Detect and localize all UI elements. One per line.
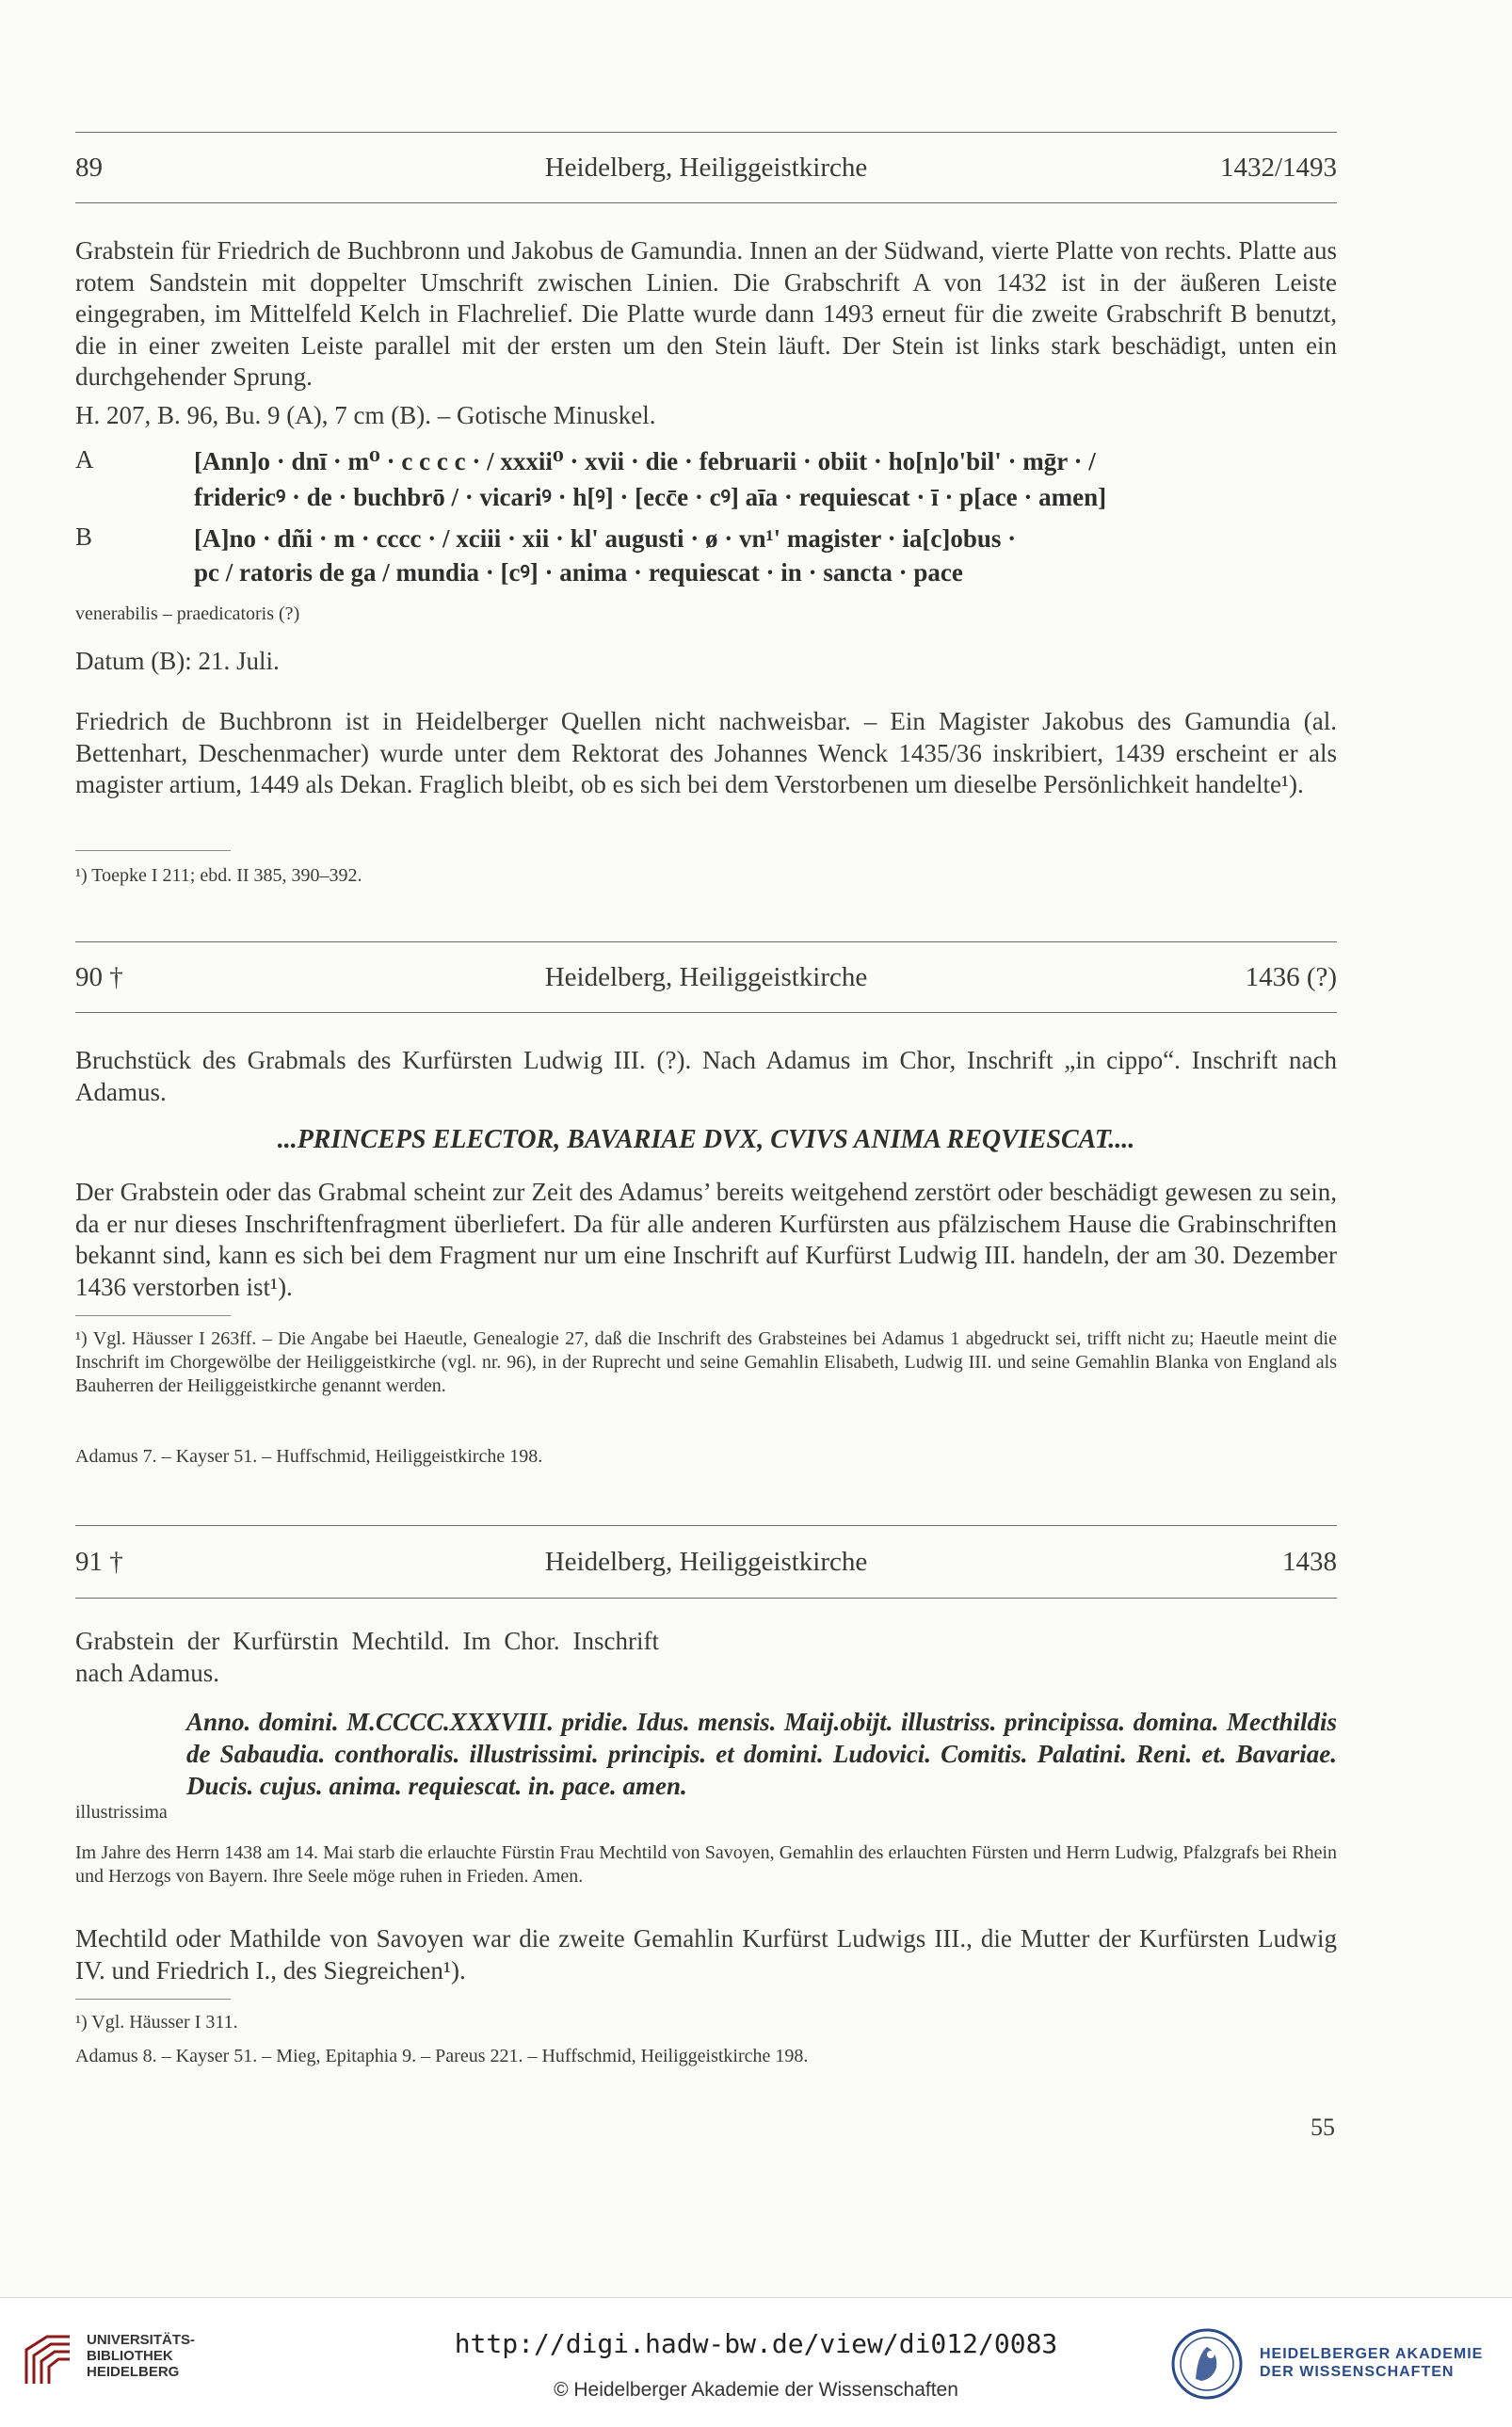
entry-header-89: [75, 153, 1337, 190]
entry-number: 89: [75, 153, 103, 183]
critical-apparatus: illustrissima: [75, 1802, 168, 1823]
inscription-a-line-2: fridericꝰ · de · buchbrō / · vicariꝰ · h[ꝰ] · [ecc̄e · cꝰ] aīa · requiescat · ī · p[ace · amen]: [194, 483, 1107, 511]
entry-header-91: [75, 1547, 1337, 1584]
entry-commentary: Friedrich de Buchbronn ist in Heidelberger Quellen nicht nachweisbar. – Ein Magister Jakobus des Gamundia (al. Bettenhart, Deschenmacher) wurde unter dem Rektorat des Johannes Wenck 1435/36 inskribiert, 1439 erscheint er als magister artium, 1449 als Dekan. Fraglich bleibt, ob es sich bei dem Verstorbenen um dieselbe Persönlichkeit handelte¹).: [75, 707, 1337, 798]
entry-place: Heidelberg, Heiliggeistkirche: [544, 962, 868, 992]
inscription-label-b: B: [75, 522, 93, 551]
university-library-name: UNIVERSITÄTS- BIBLIOTHEK HEIDELBERG: [87, 2332, 196, 2380]
transmitted-inscription: Anno. domini. M.CCCC.XXXVIII. pridie. Idus. mensis. Maij.obijt. illustriss. principissa. domina. Mecthildis de Sabaudia. conthoralis. illustrissimi. principis. et domini. Ludovici. Comitis. Palatini. Reni. et. Bavariae. Ducis. cujus. anima. requiescat. in. pace. amen.: [186, 1708, 1337, 1800]
entry-date: 1438: [1282, 1547, 1337, 1577]
footnote-rule: [75, 1315, 231, 1316]
entry-description: Grabstein für Friedrich de Buchbronn und Jakobus de Gamundia. Innen an der Südwand, vierte Platte von rechts. Platte aus rotem Sandstein mit doppelter Umschrift zwischen Linien. Die Grabschrift A von 1432 ist in der äußeren Leiste eingegraben, im Mittelfeld Kelch in Flachrelief. Die Platte wurde dann 1493 erneut für die zweite Grabschrift B benutzt, die in einer zweiten Leiste parallel mit der ersten um den Stein läuft. Der Stein ist links stark beschädigt, unten ein durchgehender Sprung.: [75, 236, 1337, 391]
footnote: ¹) Vgl. Häusser I 311.: [75, 2012, 238, 2033]
inscription-b-line-1: [A]no · dñi · m · cccc · / xciii · xii · kl' augusti · ø · vn¹' magister · ia[c]obus ·: [194, 524, 1017, 553]
entry-number: 90 †: [75, 962, 123, 992]
sources: Adamus 7. – Kayser 51. – Huffschmid, Heiliggeistkirche 198.: [75, 1446, 543, 1467]
page-number: 55: [1311, 2114, 1335, 2141]
transmitted-inscription: ...PRINCEPS ELECTOR, BAVARIAE DVX, CVIVS ANIMA REQVIESCAT....: [277, 1125, 1135, 1154]
header-rule-top: [75, 941, 1337, 942]
inscription-label-a: A: [75, 445, 94, 474]
header-rule-top: [75, 1525, 1337, 1526]
inscription-b-line-2: pc / ratoris de ga / mundia · [cꝰ] · anima · requiescat · in · sancta · pace: [194, 558, 963, 587]
entry-number: 91 †: [75, 1547, 123, 1577]
academy-seal-icon: [1169, 2326, 1245, 2402]
footnote: ¹) Vgl. Häusser I 263ff. – Die Angabe bei Haeutle, Genealogie 27, daß die Inschrift des Grabsteines bei Adamus 1 abgedruckt sei, trifft nicht zu; Haeutle meint die Inschrift im Chorgewölbe der Heiliggeistkirche (vgl. nr. 96), in der Ruprecht und seine Gemahlin Elisabeth, Ludwig III. und seine Gemahlin Blanka von England als Bauherren der Heiliggeistkirche genannt werden.: [75, 1328, 1337, 1396]
footnote: ¹) Toepke I 211; ebd. II 385, 390–392.: [75, 865, 362, 886]
entry-dimensions: H. 207, B. 96, Bu. 9 (A), 7 cm (B). – Gotische Minuskel.: [75, 401, 656, 429]
inscription-a-line-1: [Ann]o · dnī · m⁰ · c c c c · / xxxii⁰ · xvii · die · februarii · obiit · ho[n]o'bil' · mḡr · /: [194, 447, 1096, 475]
critical-apparatus: venerabilis – praedicatoris (?): [75, 603, 300, 624]
header-rule-top: [75, 132, 1337, 133]
viewer-footer: [0, 2297, 1512, 2427]
sources: Adamus 8. – Kayser 51. – Mieg, Epitaphia 9. – Pareus 221. – Huffschmid, Heiliggeistkirche 198.: [75, 2046, 809, 2066]
entry-commentary: Mechtild oder Mathilde von Savoyen war die zweite Gemahlin Kurfürst Ludwigs III., die Mutter der Kurfürsten Ludwig IV. und Friedrich I., des Siegreichen¹).: [75, 1924, 1337, 1985]
header-rule-bottom: [75, 1598, 1337, 1599]
entry-description: Grabstein der Kurfürstin Mechtild. Im Chor. Inschrift nach Adamus.: [75, 1627, 659, 1687]
footnote-rule: [75, 850, 231, 851]
entry-place: Heidelberg, Heiliggeistkirche: [544, 1547, 868, 1577]
permalink-url[interactable]: http://digi.hadw-bw.de/view/di012/0083: [454, 2328, 1058, 2359]
entry-description: Bruchstück des Grabmals des Kurfürsten Ludwig III. (?). Nach Adamus im Chor, Inschrift „in cippo“. Inschrift nach Adamus.: [75, 1046, 1337, 1106]
header-rule-bottom: [75, 1012, 1337, 1013]
entry-commentary: Der Grabstein oder das Grabmal scheint zur Zeit des Adamus’ bereits weitgehend zerstört oder beschädigt gewesen zu sein, da er nur dieses Inschriftenfragment überliefert. Da für alle anderen Kurfürsten aus pfälzischem Hause die Grabinschriften bekannt sind, kann es sich bei dem Fragment nur um eine Inschrift auf Kurfürst Ludwig III. handeln, der am 30. Dezember 1436 verstorben ist¹).: [75, 1178, 1337, 1301]
entry-header-90: [75, 962, 1337, 1000]
header-rule-bottom: [75, 202, 1337, 203]
footnote-rule: [75, 1999, 231, 2000]
translation: Im Jahre des Herrn 1438 am 14. Mai starb die erlauchte Fürstin Frau Mechtild von Savoyen, Gemahlin des erlauchten Fürsten und Herrn Ludwig, Pfalzgrafs bei Rhein und Herzogs von Bayern. Ihre Seele möge ruhen in Frieden. Amen.: [75, 1842, 1337, 1887]
entry-date: 1432/1493: [1219, 153, 1337, 183]
datum-note: Datum (B): 21. Juli.: [75, 647, 280, 675]
entry-date: 1436 (?): [1245, 962, 1337, 992]
copyright-notice: © Heidelberger Akademie der Wissenschaften: [554, 2379, 958, 2401]
academy-name: HEIDELBERGER AKADEMIE DER WISSENSCHAFTEN: [1260, 2346, 1484, 2380]
entry-place: Heidelberg, Heiliggeistkirche: [544, 153, 868, 183]
